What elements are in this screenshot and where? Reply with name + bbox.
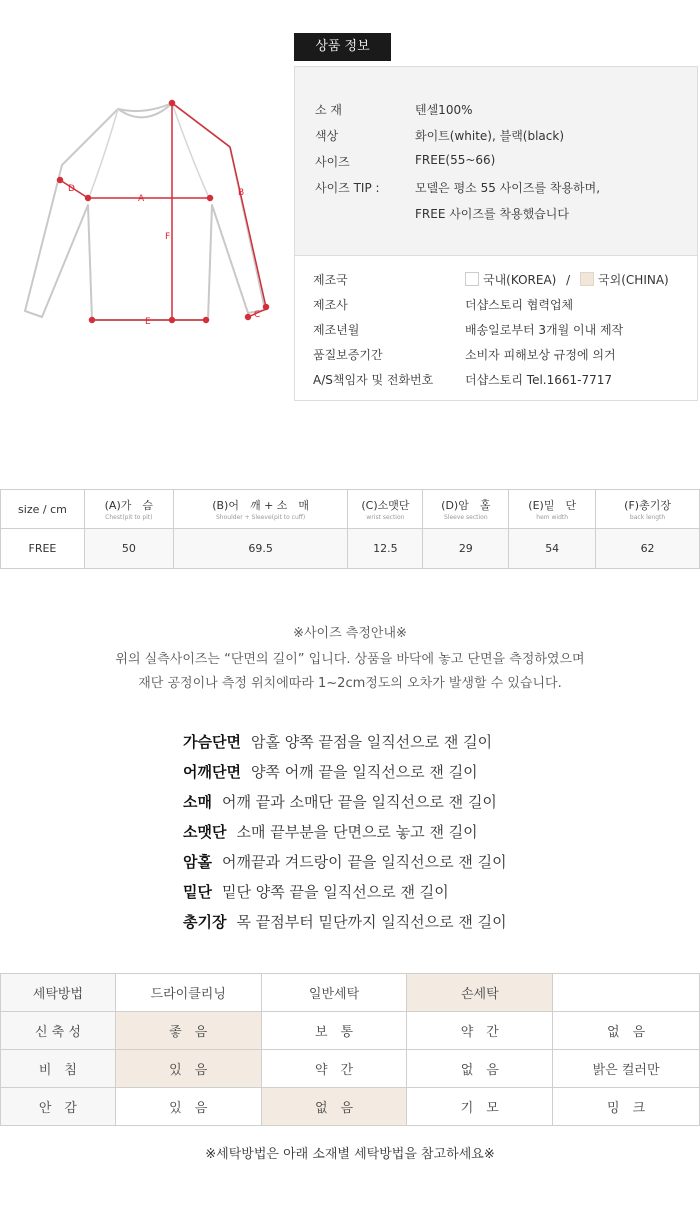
size-row-label: FREE	[1, 529, 85, 569]
sheer-yes: 있 음	[115, 1050, 261, 1088]
lining-mink: 밍 크	[553, 1088, 700, 1126]
stretch-normal: 보 통	[261, 1012, 407, 1050]
wash-header-row	[1, 974, 700, 1012]
measure-terms-list	[183, 729, 507, 939]
wash-header-normal: 일반세탁	[261, 974, 407, 1012]
wash-header-method: 세탁방법	[1, 974, 116, 1012]
size-value-wrist: 12.5	[348, 529, 423, 569]
wash-header-hand: 손세탁	[407, 974, 553, 1012]
manufacturer-value: 더샵스토리 협력업체	[465, 298, 574, 312]
size-tip-line2: FREE 사이즈를 착용했습니다	[415, 207, 569, 221]
lining-yes: 있 음	[115, 1088, 261, 1126]
color-label: 색상	[315, 129, 339, 143]
wash-header-dry: 드라이클리닝	[115, 974, 261, 1012]
material-value: 텐셀100%	[415, 103, 473, 117]
term-hem: 밑단 밑단 양쪽 끝을 일직선으로 잰 길이	[183, 883, 449, 901]
diagram-label-a: A	[138, 194, 145, 204]
lining-label: 안 감	[1, 1088, 116, 1126]
wash-care-table	[0, 973, 700, 1126]
term-cuff: 소맷단 소매 끝부분을 단면으로 놓고 잰 길이	[183, 823, 478, 841]
term-length: 총기장 목 끝점부터 밑단까지 일직선으로 잰 길이	[183, 913, 507, 931]
country-value	[465, 271, 669, 288]
diagram-label-e: E	[145, 317, 151, 327]
sheer-slight: 약 간	[261, 1050, 407, 1088]
term-chest: 가슴단면 암홀 양쪽 끝점을 일직선으로 잰 길이	[183, 733, 493, 751]
diagram-label-c: C	[254, 310, 261, 320]
size-header-armhole: (D)암 홀 Sleeve section	[423, 490, 509, 529]
size-label: 사이즈	[315, 155, 350, 169]
sheer-label: 비 침	[1, 1050, 116, 1088]
size-value-armhole: 29	[423, 529, 509, 569]
as-contact-label: A/S책임자 및 전화번호	[313, 373, 434, 387]
product-info-panel	[294, 66, 698, 256]
size-table	[0, 489, 700, 569]
manufacture-date-label: 제조년월	[313, 323, 360, 337]
checkbox-korea	[465, 272, 479, 286]
country-separator: /	[566, 273, 571, 287]
size-value-chest: 50	[84, 529, 173, 569]
diagram-label-d: D	[68, 184, 75, 194]
lining-none: 없 음	[261, 1088, 407, 1126]
size-header-wrist: (C)소맷단 wrist section	[348, 490, 423, 529]
lining-row	[1, 1088, 700, 1126]
diagram-label-f: F	[165, 232, 171, 242]
sheer-light-only: 밝은 컬러만	[553, 1050, 700, 1088]
measure-guide-line2: 재단 공정이나 측정 위치에따라 1~2cm정도의 오차가 발생할 수 있습니다.	[138, 676, 562, 691]
stretch-none: 없 음	[553, 1012, 700, 1050]
size-value-length: 62	[596, 529, 700, 569]
as-contact-value: 더샵스토리 Tel.1661-7717	[465, 373, 613, 387]
size-table-row	[1, 529, 700, 569]
warranty-label: 품질보증기간	[313, 348, 383, 362]
stretch-label: 신 축 성	[1, 1012, 116, 1050]
size-tip-line1: 모델은 평소 55 사이즈를 착용하며,	[415, 181, 601, 195]
sheer-none: 없 음	[407, 1050, 553, 1088]
material-label: 소 재	[315, 103, 342, 117]
term-shoulder: 어깨단면 양쪽 어깨 끝을 일직선으로 잰 길이	[183, 763, 478, 781]
size-table-corner: size / cm	[1, 490, 85, 529]
size-table-header	[1, 490, 700, 529]
color-value: 화이트(white), 블랙(black)	[415, 129, 565, 143]
size-header-hem: (E)밑 단 hem width	[509, 490, 596, 529]
measurement-diagram	[20, 95, 280, 335]
manufacturer-label: 제조사	[313, 298, 348, 312]
term-sleeve: 소매 어깨 끝과 소매단 끝을 일직선으로 잰 길이	[183, 793, 497, 811]
size-value: FREE(55~66)	[415, 153, 496, 167]
size-header-shoulder-sleeve: (B)어 깨 + 소 매 Shoulder + Sleeve(pit to cuff)	[173, 490, 348, 529]
size-header-chest: (A)가 슴 Chest(pit to pit)	[84, 490, 173, 529]
lining-brushed: 기 모	[407, 1088, 553, 1126]
size-header-length: (F)총기장 back length	[596, 490, 700, 529]
stretch-good: 좋 음	[115, 1012, 261, 1050]
product-info-title: 상품 정보	[294, 33, 391, 61]
sheer-row	[1, 1050, 700, 1088]
diagram-label-b: B	[238, 188, 245, 198]
sweater-outline-illustration	[20, 95, 280, 335]
country-korea: 국내(KOREA)	[483, 273, 557, 287]
size-value-shoulder-sleeve: 69.5	[173, 529, 348, 569]
wash-header-empty	[553, 974, 700, 1012]
manufacture-date-value: 배송일로부터 3개월 이내 제작	[465, 323, 624, 337]
country-label: 제조국	[313, 273, 348, 287]
warranty-value: 소비자 피해보상 규정에 의거	[465, 348, 616, 362]
stretch-slight: 약 간	[407, 1012, 553, 1050]
measure-guide-line1: 위의 실측사이즈는 “단면의 길이” 입니다. 상품을 바닥에 놓고 단면을 측정하였으며	[115, 652, 585, 667]
checkbox-china	[580, 272, 594, 286]
size-tip-label: 사이즈 TIP :	[315, 181, 380, 195]
manufacturer-panel	[294, 256, 698, 401]
size-value-hem: 54	[509, 529, 596, 569]
stretch-row	[1, 1012, 700, 1050]
country-china: 국외(CHINA)	[598, 273, 669, 287]
measure-guide-title: ※사이즈 측정안내※	[293, 626, 407, 641]
wash-note: ※세탁방법은 아래 소재별 세탁방법을 참고하세요※	[205, 1147, 495, 1162]
term-armhole: 암홀 어깨끝과 겨드랑이 끝을 일직선으로 잰 길이	[183, 853, 507, 871]
